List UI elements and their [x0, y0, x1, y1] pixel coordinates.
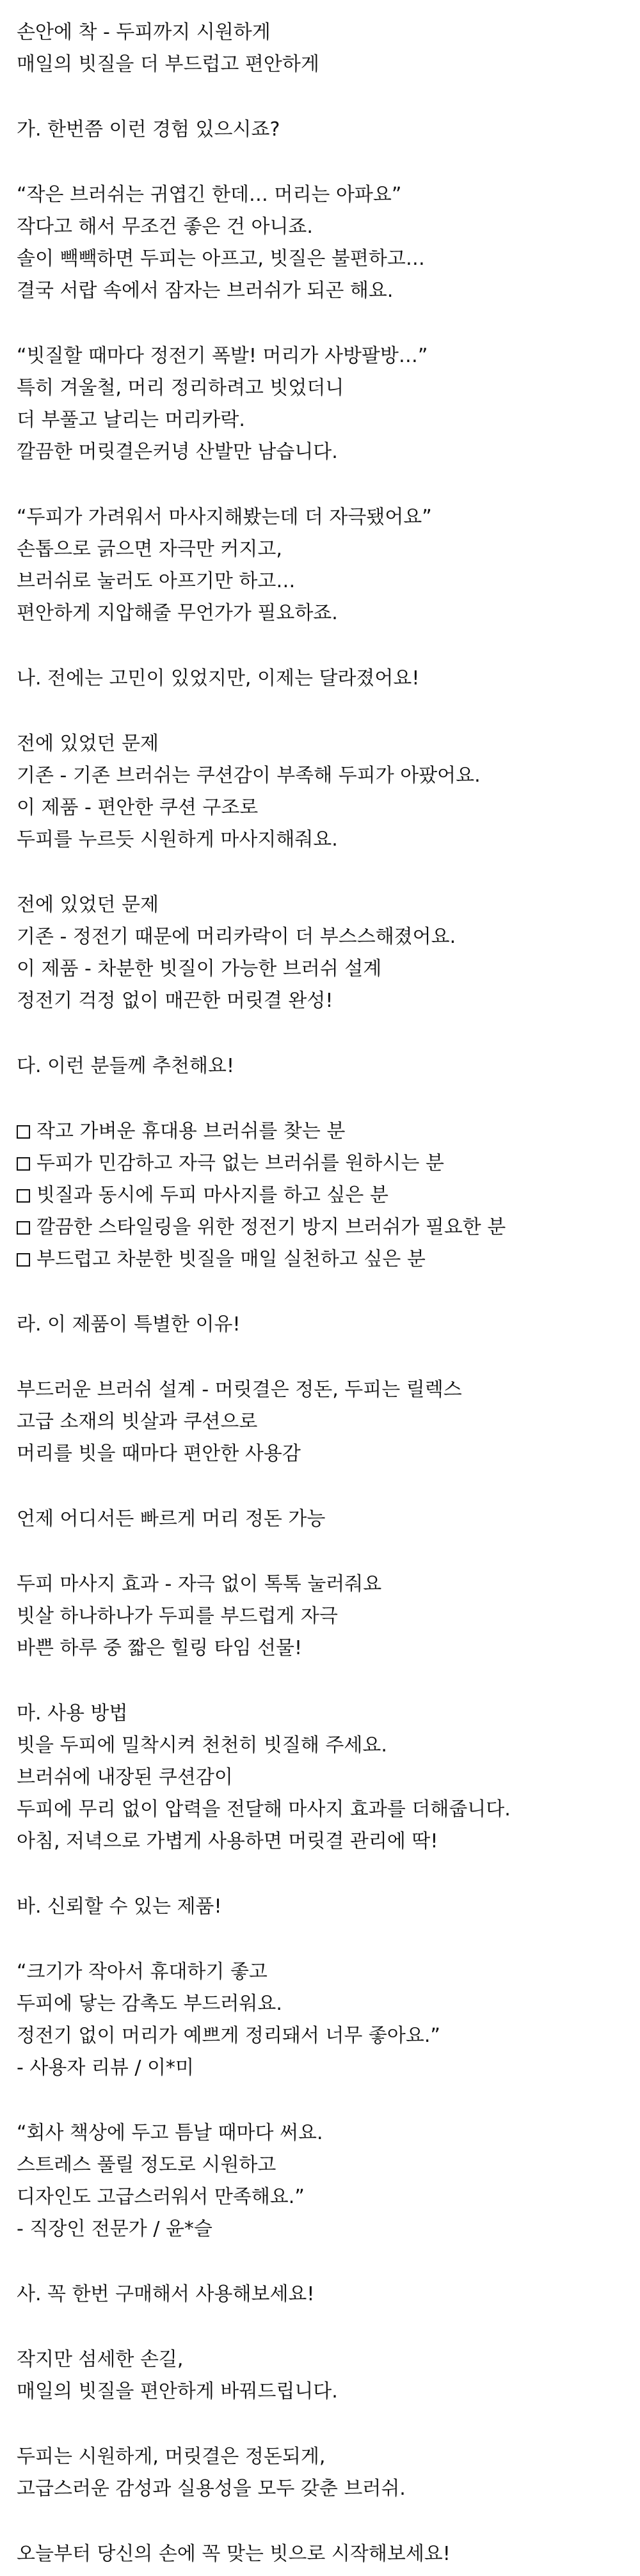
- checklist-item-label: 두피가 민감하고 자극 없는 브러쉬를 원하시는 분: [36, 1152, 444, 1174]
- section-heading-text: 바. 신뢰할 수 있는 제품!: [17, 1895, 222, 1918]
- text-line: 두피를 누르듯 시원하게 마사지해줘요.: [17, 828, 338, 851]
- text-line: 편안하게 지압해줄 무언가가 필요하죠.: [17, 602, 338, 624]
- comparison-cushion: [17, 728, 627, 856]
- problem-small-brush: [17, 179, 627, 307]
- section-heading-ra: [17, 1309, 627, 1341]
- checklist-item-label: 빗질과 동시에 두피 마사지를 하고 싶은 분: [36, 1184, 388, 1206]
- section-heading-ga: [17, 114, 627, 146]
- checklist-item-label: 깔끔한 스타일링을 위한 정전기 방지 브러쉬가 필요한 분: [36, 1216, 506, 1238]
- section-heading-text: 사. 꼭 한번 구매해서 사용해보세요!: [17, 2283, 315, 2305]
- checkbox-icon: [17, 1221, 30, 1235]
- text-line: 더 부풀고 날리는 머리카락.: [17, 409, 245, 431]
- review-text: “크기가 작아서 휴대하기 좋고: [17, 1961, 268, 1983]
- intro-paragraph: [17, 17, 627, 81]
- feature-title: 언제 어디서든 빠르게 머리 정돈 가능: [17, 1508, 326, 1530]
- comparison-before: 기존 - 정전기 때문에 머리카락이 더 부스스해졌어요.: [17, 926, 456, 948]
- text-line: 빗을 두피에 밀착시켜 천천히 빗질해 주세요.: [17, 1734, 387, 1757]
- text-line: 아침, 저녁으로 가볍게 사용하면 머릿결 관리에 딱!: [17, 1830, 438, 1853]
- usage-section: [17, 1698, 627, 1858]
- review-1: [17, 1956, 627, 2084]
- headline: 손안에 착 - 두피까지 시원하게: [17, 21, 271, 43]
- closing-1: [17, 2344, 627, 2408]
- review-text: 스트레스 풀릴 정도로 시원하고: [17, 2154, 276, 2176]
- section-heading-text: 가. 한번쯤 이런 경험 있으시죠?: [17, 118, 280, 141]
- section-heading-text: 라. 이 제품이 특별한 이유!: [17, 1313, 241, 1336]
- problem-itchy-scalp: [17, 502, 627, 629]
- comparison-after: 이 제품 - 차분한 빗질이 가능한 브러쉬 설계: [17, 958, 382, 980]
- review-text: 두피에 닿는 감촉도 부드러워요.: [17, 1993, 282, 2015]
- feature-quick-styling: [17, 1503, 627, 1535]
- section-heading-sa: [17, 2279, 627, 2311]
- section-heading-da: [17, 1050, 627, 1082]
- review-text: “회사 책상에 두고 틈날 때마다 써요.: [17, 2122, 323, 2144]
- text-line: 작다고 해서 무조건 좋은 건 아니죠.: [17, 216, 313, 238]
- recommend-checklist: [17, 1116, 627, 1276]
- review-2: [17, 2117, 627, 2245]
- feature-title: 부드러운 브러쉬 설계 - 머릿결은 정돈, 두피는 릴렉스: [17, 1379, 462, 1401]
- checklist-item: [17, 1148, 627, 1180]
- text-line: 고급스러운 감성과 실용성을 모두 갖춘 브러쉬.: [17, 2477, 406, 2500]
- comparison-after: 이 제품 - 편안한 쿠션 구조로: [17, 796, 259, 819]
- checklist-item: [17, 1212, 627, 1244]
- closing-cta: [17, 2538, 627, 2570]
- comparison-title: 전에 있었던 문제: [17, 894, 159, 916]
- closing-2: [17, 2441, 627, 2505]
- review-author: - 직장인 전문가 / 윤*슬: [17, 2218, 212, 2240]
- review-text: 정전기 없이 머리가 예쁘게 정리돼서 너무 좋아요.”: [17, 2025, 440, 2047]
- text-line: 깔끔한 머릿결은커녕 산발만 남습니다.: [17, 441, 338, 463]
- subheadline: 매일의 빗질을 더 부드럽고 편안하게: [17, 53, 319, 75]
- text-line: 손톱으로 긁으면 자극만 커지고,: [17, 538, 282, 560]
- text-line: 브러쉬로 눌러도 아프기만 하고…: [17, 570, 296, 592]
- checkbox-icon: [17, 1189, 30, 1203]
- text-line: 정전기 걱정 없이 매끈한 머릿결 완성!: [17, 990, 333, 1012]
- checkbox-icon: [17, 1157, 30, 1171]
- checklist-item: [17, 1244, 627, 1276]
- text-line: 빗살 하나하나가 두피를 부드럽게 자극: [17, 1605, 338, 1627]
- feature-soft-design: [17, 1374, 627, 1470]
- text-line: 특히 겨울철, 머리 정리하려고 빗었더니: [17, 377, 344, 399]
- text-line: 작지만 섬세한 손길,: [17, 2348, 184, 2371]
- comparison-static: [17, 889, 627, 1017]
- document: [17, 17, 627, 2570]
- feature-scalp-massage: [17, 1569, 627, 1664]
- text-line: 두피에 무리 없이 압력을 전달해 마사지 효과를 더해줍니다.: [17, 1798, 511, 1821]
- text-line: 솔이 빽빽하면 두피는 아프고, 빗질은 불편하고…: [17, 248, 425, 270]
- checklist-item: [17, 1180, 627, 1212]
- section-heading-ba: [17, 1891, 627, 1923]
- checklist-item-label: 부드럽고 차분한 빗질을 매일 실천하고 싶은 분: [36, 1248, 426, 1270]
- feature-title: 두피 마사지 효과 - 자극 없이 톡톡 눌러줘요: [17, 1573, 382, 1595]
- text-line: 머리를 빗을 때마다 편안한 사용감: [17, 1442, 301, 1465]
- checkbox-icon: [17, 1125, 30, 1139]
- review-text: 디자인도 고급스러워서 만족해요.”: [17, 2186, 305, 2208]
- text-line: 바쁜 하루 중 짧은 힐링 타임 선물!: [17, 1637, 302, 1659]
- checklist-item-label: 작고 가벼운 휴대용 브러쉬를 찾는 분: [36, 1120, 346, 1142]
- text-line: 매일의 빗질을 편안하게 바꿔드립니다.: [17, 2380, 338, 2403]
- quote-line: “두피가 가려워서 마사지해봤는데 더 자극됐어요”: [17, 506, 432, 528]
- quote-line: “작은 브러쉬는 귀엽긴 한데… 머리는 아파요”: [17, 184, 402, 206]
- checklist-item: [17, 1116, 627, 1148]
- section-heading-text: 나. 전에는 고민이 있었지만, 이제는 달라졌어요!: [17, 667, 420, 690]
- comparison-before: 기존 - 기존 브러쉬는 쿠션감이 부족해 두피가 아팠어요.: [17, 764, 481, 787]
- problem-static: [17, 340, 627, 468]
- text-line: 브러쉬에 내장된 쿠션감이: [17, 1766, 233, 1789]
- section-heading-na: [17, 663, 627, 695]
- text-line: 결국 서랍 속에서 잠자는 브러쉬가 되곤 해요.: [17, 280, 394, 302]
- section-heading-text: 다. 이런 분들께 추천해요!: [17, 1055, 234, 1077]
- quote-line: “빗질할 때마다 정전기 폭발! 머리가 사방팔방…”: [17, 345, 428, 367]
- text-line: 고급 소재의 빗살과 쿠션으로: [17, 1410, 258, 1433]
- text-line: 오늘부터 당신의 손에 꼭 맞는 빗으로 시작해보세요!: [17, 2543, 451, 2565]
- section-heading-text: 마. 사용 방법: [17, 1702, 128, 1725]
- text-line: 두피는 시원하게, 머릿결은 정돈되게,: [17, 2446, 326, 2468]
- review-author: - 사용자 리뷰 / 이*미: [17, 2057, 194, 2079]
- comparison-title: 전에 있었던 문제: [17, 732, 159, 755]
- checkbox-icon: [17, 1253, 30, 1267]
